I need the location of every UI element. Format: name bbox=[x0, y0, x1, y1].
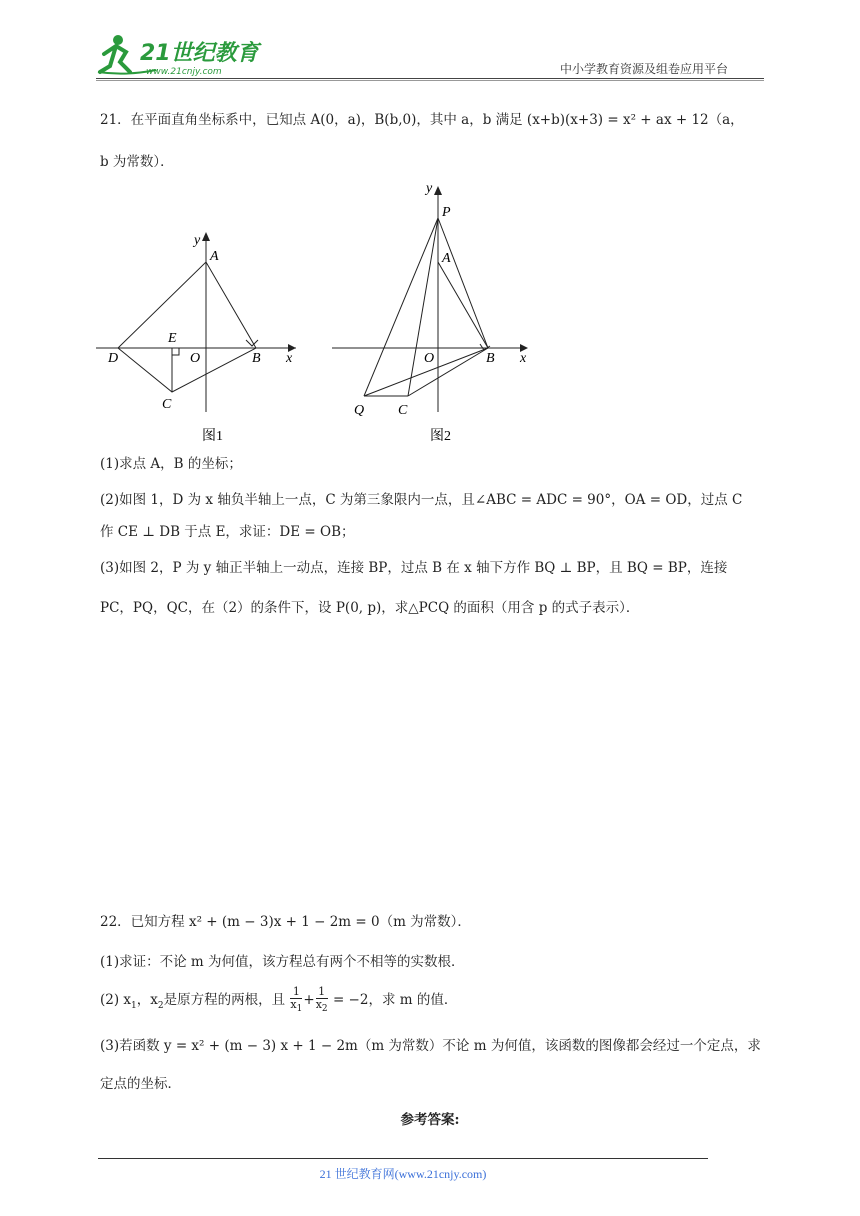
footer-text[interactable]: 21 世纪教育网(www.21cnjy.com) bbox=[319, 1167, 487, 1181]
fig2-label-B: B bbox=[486, 351, 495, 366]
q22-part2-post: 是原方程的两根，且 bbox=[163, 992, 286, 1009]
q22-stem: 22．已知方程 x² + (m − 3)x + 1 − 2m = 0（m 为常数）． bbox=[100, 914, 471, 930]
site-logo bbox=[96, 32, 266, 78]
q21-part2-line2: 作 CE ⊥ DB 于点 E，求证：DE = OB； bbox=[100, 524, 355, 540]
fig1-label-A: A bbox=[210, 249, 219, 264]
q22-part1: (1)求证：不论 m 为何值，该方程总有两个不相等的实数根． bbox=[100, 954, 465, 970]
fig1-label-E: E bbox=[168, 331, 177, 346]
fig1-label-O: O bbox=[190, 351, 201, 366]
fraction-1-over-x1: $\frac{1}{x_1}$ bbox=[290, 985, 303, 1015]
header-platform-name: 中小学教育资源及组卷应用平台 bbox=[560, 62, 729, 76]
header-divider bbox=[96, 78, 764, 79]
fig1-label-x: x bbox=[286, 351, 293, 366]
fig2-label-C: C bbox=[398, 403, 408, 418]
q22-part2-mid: ，x bbox=[136, 992, 158, 1009]
answer-section-title: 参考答案: bbox=[400, 1112, 460, 1128]
fig2-label-y: y bbox=[426, 181, 433, 196]
q21-part3-line1: (3)如图 2，P 为 y 轴正半轴上一动点，连接 BP，过点 B 在 x 轴下方作 BQ ⊥ BP，且 BQ = BP，连接 bbox=[100, 560, 728, 576]
fig1-label-D: D bbox=[108, 351, 119, 366]
fig2-caption: 图2 bbox=[430, 429, 451, 444]
fig2-label-Q: Q bbox=[354, 403, 365, 418]
fraction-1-over-x2: $\frac{1}{x_2}$ bbox=[315, 985, 328, 1015]
fig1-label-y: y bbox=[194, 233, 201, 248]
q21-part3-line2: PC，PQ，QC，在（2）的条件下，设 P(0, p)，求△PCQ 的面积（用含 p 的式子表示）． bbox=[100, 600, 640, 616]
fig2-label-P: P bbox=[442, 205, 451, 220]
fig2-label-A: A bbox=[442, 251, 451, 266]
q22-part2-end: = −2，求 m 的值． bbox=[332, 992, 458, 1009]
fig1-caption: 图1 bbox=[202, 429, 223, 444]
footer-divider bbox=[98, 1158, 708, 1159]
figure-1 bbox=[96, 222, 316, 456]
q21-stem-line1: 21．在平面直角坐标系中，已知点 A(0，a)，B(b,0)，其中 a，b 满足 (x+b)(x+3) = x² + ax + 12（a， bbox=[100, 112, 744, 128]
q21-part1: (1)求点 A，B 的坐标； bbox=[100, 456, 242, 472]
q21-part2-line1: (2)如图 1，D 为 x 轴负半轴上一点，C 为第三象限内一点，且∠ABC = ADC = 90°，OA = OD，过点 C bbox=[100, 492, 743, 508]
fig1-label-B: B bbox=[252, 351, 261, 366]
figure-2 bbox=[330, 178, 540, 452]
q22-part3-line1: (3)若函数 y = x² + (m − 3) x + 1 − 2m（m 为常数）不论 m 为何值，该函数的图像都会经过一个定点，求 bbox=[100, 1038, 761, 1054]
q22-part2: (2) $x_1$，$x_2$是原方程的两根，且 $\frac{1}{x_1}$ + $\frac{1}{x_2}$ = −2，求 m 的值． bbox=[100, 985, 458, 1015]
q22-part2-pre: (2) x bbox=[100, 992, 132, 1009]
header-divider-thin bbox=[96, 80, 764, 81]
q22-part3-line2: 定点的坐标． bbox=[100, 1076, 181, 1092]
fig1-label-C: C bbox=[162, 397, 172, 412]
fig2-label-x: x bbox=[520, 351, 527, 366]
logo-url: www.21cnjy.com bbox=[146, 67, 222, 77]
fig2-label-O: O bbox=[424, 351, 435, 366]
runner-logo-icon bbox=[96, 32, 266, 78]
q21-stem-line2: b 为常数）． bbox=[100, 154, 174, 170]
logo-text: 21世纪教育 bbox=[140, 41, 259, 66]
